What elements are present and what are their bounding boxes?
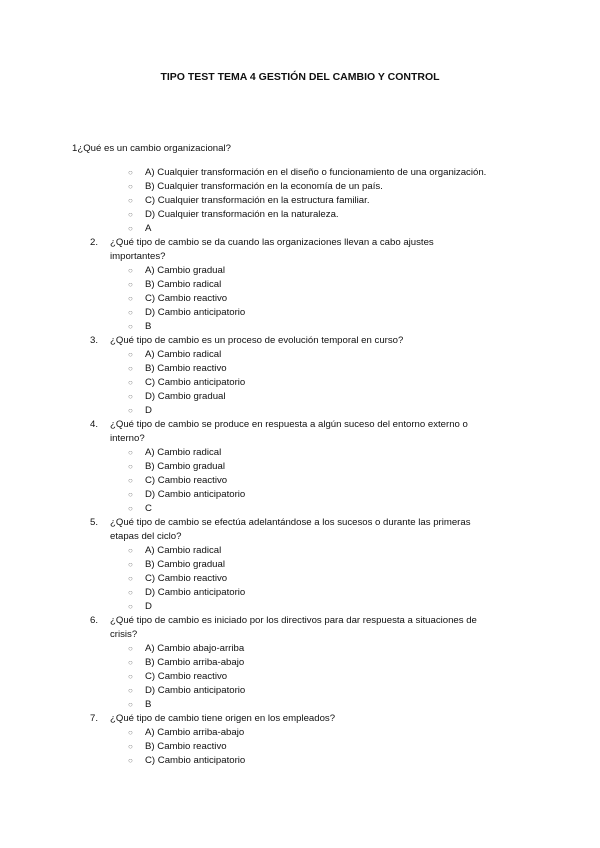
question-number: 2.	[90, 237, 99, 248]
option-item	[0, 166, 600, 180]
option-text: A	[145, 223, 152, 234]
bullet-icon: ○	[128, 504, 133, 513]
bullet-icon: ○	[128, 476, 133, 485]
bullet-icon: ○	[128, 742, 133, 751]
option-text: B) Cambio reactivo	[145, 741, 227, 752]
question-number: 6.	[90, 615, 99, 626]
question-list	[0, 236, 600, 768]
bullet-icon: ○	[128, 182, 133, 191]
question-text: ¿Qué tipo de cambio se da cuando las organizaciones llevan a cabo ajustes	[110, 237, 434, 248]
bullet-icon: ○	[128, 728, 133, 737]
option-item	[0, 446, 600, 460]
option-text: D) Cualquier transformación en la naturaleza.	[145, 209, 339, 220]
question-line	[0, 250, 600, 264]
question-text: ¿Qué tipo de cambio es iniciado por los directivos para dar respuesta a situaciones de	[110, 615, 477, 626]
bullet-icon: ○	[128, 574, 133, 583]
bullet-icon: ○	[128, 686, 133, 695]
bullet-icon: ○	[128, 406, 133, 415]
question-text: ¿Qué tipo de cambio se efectúa adelantándose a los sucesos o durante las primeras	[110, 517, 471, 528]
question-line	[0, 530, 600, 544]
option-item	[0, 194, 600, 208]
option-item	[0, 362, 600, 376]
bullet-icon: ○	[128, 448, 133, 457]
option-text: B	[145, 321, 152, 332]
question-1-text: 1¿Qué es un cambio organizacional?	[72, 143, 231, 154]
option-text: D	[145, 405, 152, 416]
option-text: D) Cambio anticipatorio	[145, 587, 246, 598]
option-item	[0, 292, 600, 306]
option-item	[0, 208, 600, 222]
option-item	[0, 754, 600, 768]
question-line	[0, 432, 600, 446]
option-text: B	[145, 699, 152, 710]
bullet-icon: ○	[128, 490, 133, 499]
question-number: 5.	[90, 517, 99, 528]
option-item	[0, 460, 600, 474]
option-text: B) Cambio gradual	[145, 559, 225, 570]
option-item	[0, 306, 600, 320]
bullet-icon: ○	[128, 644, 133, 653]
option-text: C) Cambio reactivo	[145, 671, 228, 682]
option-item	[0, 670, 600, 684]
question-line	[0, 334, 600, 348]
option-text: C) Cambio reactivo	[145, 475, 228, 486]
bullet-icon: ○	[128, 588, 133, 597]
option-text: A) Cambio radical	[145, 545, 222, 556]
option-text: A) Cambio radical	[145, 447, 222, 458]
question-number: 4.	[90, 419, 99, 430]
option-item	[0, 390, 600, 404]
question-text: etapas del ciclo?	[110, 531, 182, 542]
option-item	[0, 656, 600, 670]
bullet-icon: ○	[128, 364, 133, 373]
option-item	[0, 348, 600, 362]
option-text: C) Cambio reactivo	[145, 293, 228, 304]
option-text: D) Cambio anticipatorio	[145, 489, 246, 500]
bullet-icon: ○	[128, 210, 133, 219]
bullet-icon: ○	[128, 546, 133, 555]
option-text: C) Cambio anticipatorio	[145, 377, 246, 388]
bullet-icon: ○	[128, 196, 133, 205]
question-text: ¿Qué tipo de cambio tiene origen en los empleados?	[110, 713, 336, 724]
option-text: A) Cambio arriba-abajo	[145, 727, 245, 738]
question-text: interno?	[110, 433, 145, 444]
question-line	[0, 418, 600, 432]
question-text: importantes?	[110, 251, 166, 262]
option-text: D) Cambio anticipatorio	[145, 307, 246, 318]
option-item	[0, 684, 600, 698]
bullet-icon: ○	[128, 392, 133, 401]
option-text: A) Cambio abajo-arriba	[145, 643, 245, 654]
question-line	[0, 628, 600, 642]
option-text: B) Cambio arriba-abajo	[145, 657, 245, 668]
bullet-icon: ○	[128, 560, 133, 569]
question-line	[0, 516, 600, 530]
question-text: crisis?	[110, 629, 138, 640]
option-text: B) Cambio reactivo	[145, 363, 227, 374]
option-item	[0, 278, 600, 292]
option-text: A) Cualquier transformación en el diseño o funcionamiento de una organización.	[145, 167, 487, 178]
option-item	[0, 264, 600, 278]
option-text: C) Cualquier transformación en la estructura familiar.	[145, 195, 370, 206]
option-item	[0, 502, 600, 516]
bullet-icon: ○	[128, 168, 133, 177]
option-item	[0, 586, 600, 600]
option-text: D) Cambio anticipatorio	[145, 685, 246, 696]
option-text: C) Cambio anticipatorio	[145, 755, 246, 766]
question-number: 3.	[90, 335, 99, 346]
option-item	[0, 404, 600, 418]
bullet-icon: ○	[128, 280, 133, 289]
option-item	[0, 180, 600, 194]
option-text: B) Cambio radical	[145, 279, 222, 290]
bullet-icon: ○	[128, 672, 133, 681]
question-line	[0, 712, 600, 726]
option-text: A) Cambio gradual	[145, 265, 225, 276]
option-item	[0, 222, 600, 236]
option-item	[0, 600, 600, 614]
bullet-icon: ○	[128, 294, 133, 303]
question-line	[0, 236, 600, 250]
bullet-icon: ○	[128, 602, 133, 611]
question-1-options	[0, 166, 600, 236]
option-item	[0, 572, 600, 586]
option-text: D) Cambio gradual	[145, 391, 226, 402]
option-text: B) Cualquier transformación en la economía de un país.	[145, 181, 383, 192]
option-item	[0, 740, 600, 754]
bullet-icon: ○	[128, 658, 133, 667]
option-item	[0, 698, 600, 712]
option-text: B) Cambio gradual	[145, 461, 225, 472]
option-text: A) Cambio radical	[145, 349, 222, 360]
bullet-icon: ○	[128, 224, 133, 233]
bullet-icon: ○	[128, 462, 133, 471]
question-text: ¿Qué tipo de cambio es un proceso de evolución temporal en curso?	[110, 335, 404, 346]
option-item	[0, 474, 600, 488]
bullet-icon: ○	[128, 322, 133, 331]
option-item	[0, 642, 600, 656]
bullet-icon: ○	[128, 756, 133, 765]
bullet-icon: ○	[128, 266, 133, 275]
option-item	[0, 558, 600, 572]
option-text: C) Cambio reactivo	[145, 573, 228, 584]
question-text: ¿Qué tipo de cambio se produce en respuesta a algún suceso del entorno externo o	[110, 419, 468, 430]
bullet-icon: ○	[128, 378, 133, 387]
option-item	[0, 488, 600, 502]
option-text: D	[145, 601, 152, 612]
question-number: 7.	[90, 713, 99, 724]
bullet-icon: ○	[128, 700, 133, 709]
bullet-icon: ○	[128, 308, 133, 317]
option-item	[0, 544, 600, 558]
option-item	[0, 376, 600, 390]
bullet-icon: ○	[128, 350, 133, 359]
document-title: TIPO TEST TEMA 4 GESTIÓN DEL CAMBIO Y CONTROL	[160, 71, 440, 83]
option-item	[0, 726, 600, 740]
question-line	[0, 614, 600, 628]
option-text: C	[145, 503, 152, 514]
option-item	[0, 320, 600, 334]
